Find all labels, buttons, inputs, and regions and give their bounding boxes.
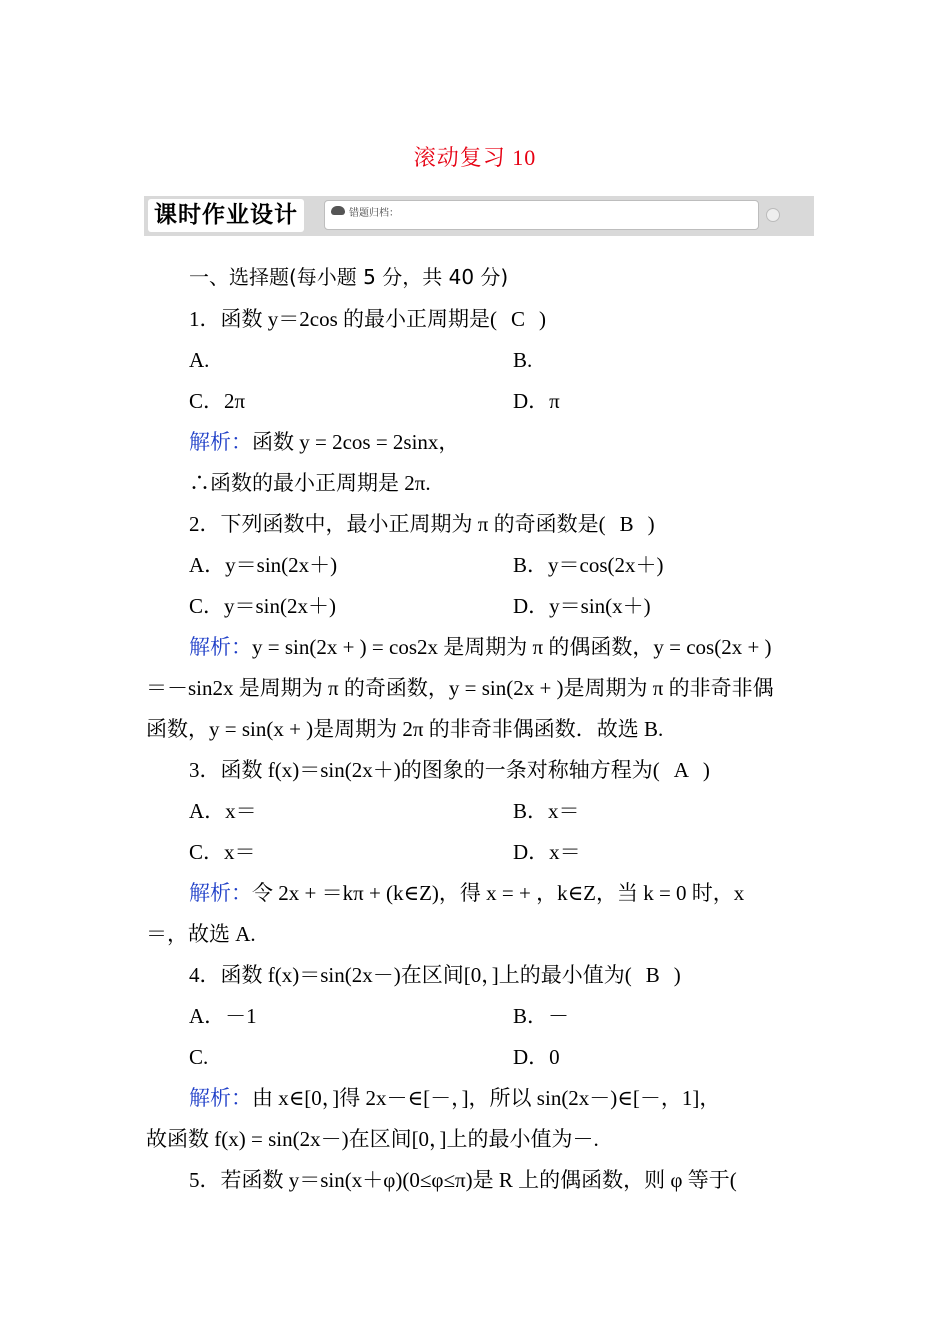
error-archive-label: 错题归档： (349, 208, 399, 219)
question-answer: B (645, 963, 660, 987)
option-b: B. (513, 348, 533, 372)
analysis-text: y = sin(2x + ) = cos2x 是周期为 π 的偶函数，y = cos(2x + ) (252, 635, 772, 659)
question-answer: A (673, 758, 689, 782)
option-c: C．x＝ (189, 840, 256, 864)
section-heading: 一、选择题(每小题 5 分，共 40 分) (189, 265, 509, 289)
question-stem-text: 2．下列函数中，最小正周期为 π 的奇函数是( (189, 512, 606, 536)
option-b: B．－ (513, 1004, 570, 1028)
analysis-line: 函数，y = sin(x + )是周期为 2π 的非奇非偶函数．故选 B. (146, 717, 664, 741)
question-stem-text: 3．函数 f(x)＝sin(2x＋)的图象的一条对称轴方程为( (189, 758, 660, 782)
option-d: D．0 (513, 1045, 560, 1069)
analysis-line (189, 633, 772, 661)
question-4-stem (189, 961, 681, 989)
analysis-text: 令 2x + ＝kπ + (k∈Z)，得 x = + ，k∈Z，当 k = 0 时，x (252, 881, 745, 905)
analysis-label: 解析： (189, 430, 252, 454)
analysis-label: 解析： (189, 881, 252, 905)
option-a: A．x＝ (189, 799, 257, 823)
cloud-icon (331, 206, 345, 215)
question-1-stem (189, 305, 546, 333)
option-a: A．－1 (189, 1004, 257, 1028)
question-3-stem (189, 756, 710, 784)
archive-button[interactable] (766, 208, 780, 222)
question-close: ) (647, 512, 655, 536)
error-archive-field[interactable] (324, 200, 759, 230)
question-stem-text: 4．函数 f(x)＝sin(2x－)在区间[0，]上的最小值为( (189, 963, 632, 987)
analysis-line: 故函数 f(x) = sin(2x－)在区间[0，]上的最小值为－. (146, 1127, 599, 1151)
analysis-text: 函数 y = 2cos = 2sinx， (252, 430, 460, 454)
analysis-label: 解析： (189, 1086, 252, 1110)
page-title: 滚动复习 10 (413, 145, 537, 170)
option-c: C．2π (189, 389, 246, 413)
question-5-stem: 5．若函数 y＝sin(x＋φ)(0≤φ≤π)是 R 上的偶函数，则 φ 等于( (189, 1168, 737, 1192)
option-d: D．y＝sin(x＋) (513, 594, 651, 618)
lesson-banner (144, 196, 814, 236)
option-b: B．y＝cos(2x＋) (513, 553, 664, 577)
analysis-line: ∴函数的最小正周期是 2π. (189, 471, 431, 495)
option-a: A. (189, 348, 210, 372)
analysis-line: ＝，故选 A. (146, 922, 256, 946)
option-c: C. (189, 1045, 209, 1069)
question-close: ) (702, 758, 710, 782)
option-b: B．x＝ (513, 799, 580, 823)
analysis-line: ＝－sin2x 是周期为 π 的奇函数，y = sin(2x + )是周期为 π 的非奇非偶 (146, 676, 774, 700)
option-d: D．x＝ (513, 840, 581, 864)
analysis-line (189, 1084, 720, 1112)
analysis-line (189, 428, 459, 456)
question-answer: C (511, 307, 526, 331)
question-2-stem (189, 510, 655, 538)
question-close: ) (673, 963, 681, 987)
banner-label: 课时作业设计 (148, 199, 304, 232)
option-d: D．π (513, 389, 560, 413)
analysis-text: 由 x∈[0，]得 2x－∈[－，]，所以 sin(2x－)∈[－，1]， (252, 1086, 721, 1110)
question-answer: B (619, 512, 634, 536)
question-close: ) (539, 307, 547, 331)
option-a: A．y＝sin(2x＋) (189, 553, 338, 577)
question-stem-text: 1．函数 y＝2cos 的最小正周期是( (189, 307, 497, 331)
analysis-line (189, 879, 744, 907)
option-c: C．y＝sin(2x＋) (189, 594, 336, 618)
analysis-label: 解析： (189, 635, 252, 659)
